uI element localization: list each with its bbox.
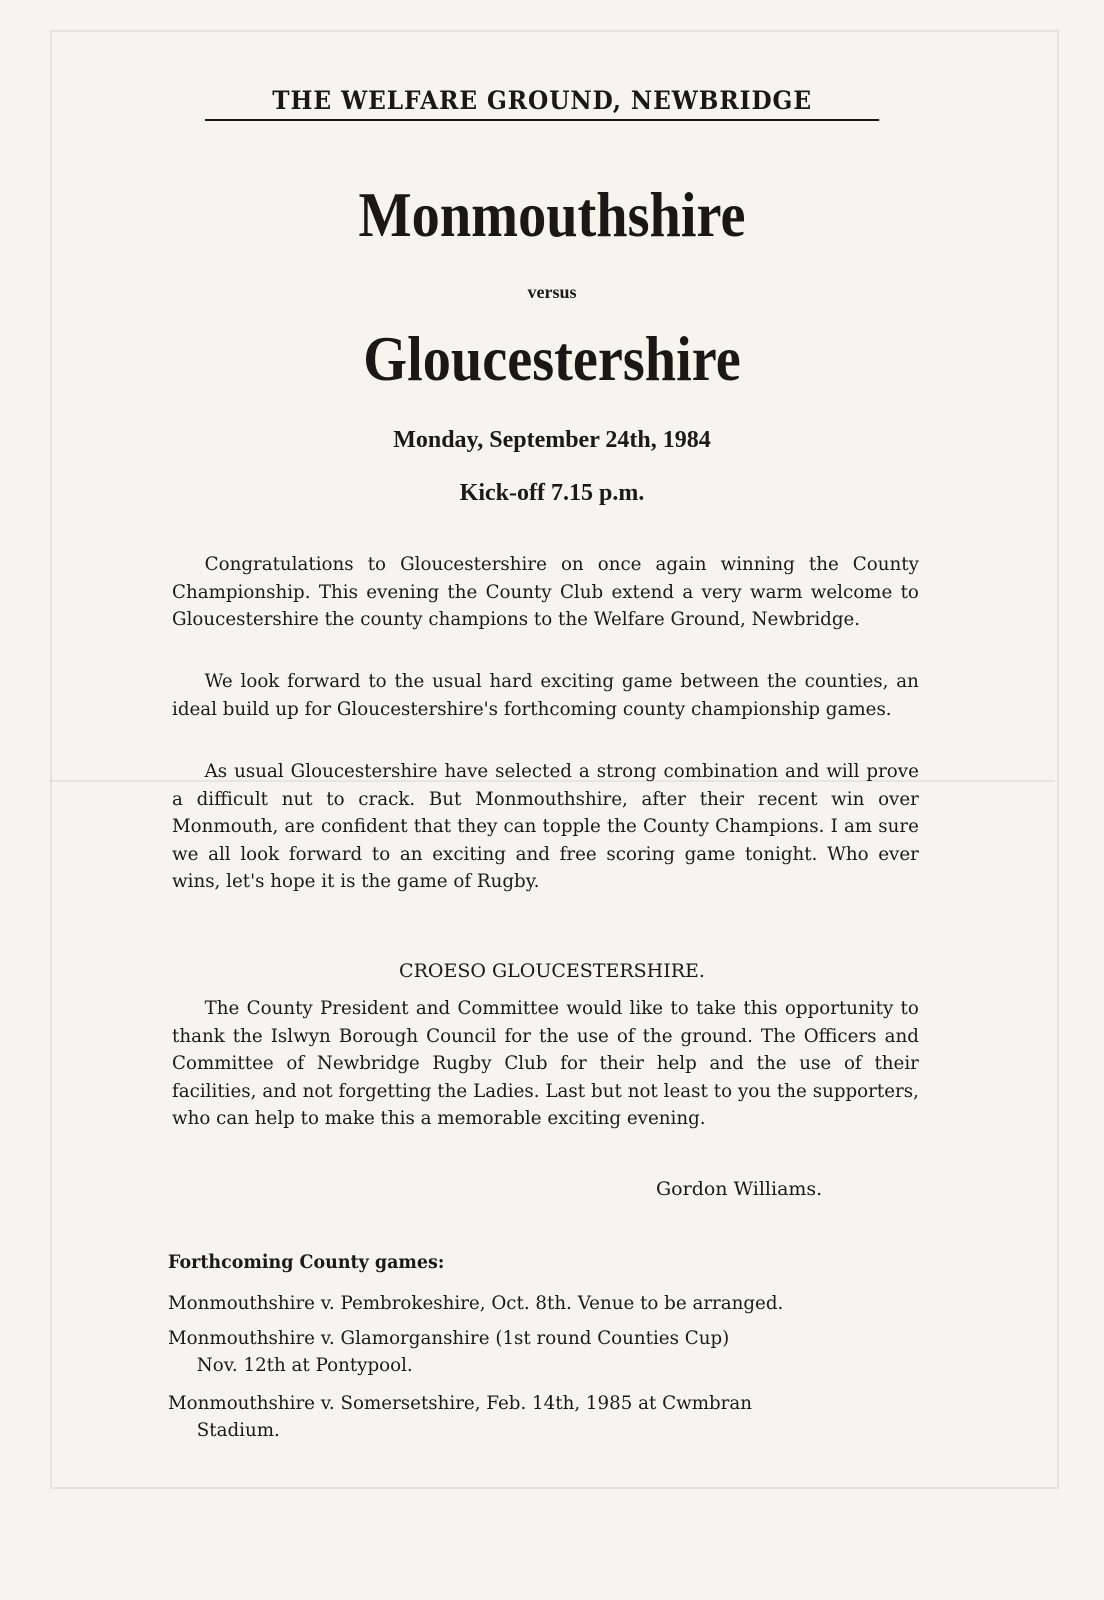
preview-paragraph: We look forward to the usual hard exciting game between the counties, an ideal build up for Gloucestershire's forthcoming county championship games.: [172, 670, 919, 720]
signature: Gordon Williams.: [656, 1178, 823, 1200]
welcome-paragraph: Congratulations to Gloucestershire on once again winning the County Championship. This evening the County Club extend a very warm welcome to Gloucestershire the county champions to the Welfare Ground, Newbridge.: [172, 553, 919, 630]
match-date: Monday, September 24th, 1984: [393, 427, 711, 453]
fixture-line-continued: Stadium.: [196, 1419, 280, 1441]
fixture-item: [168, 1325, 917, 1379]
prediction-paragraph: As usual Gloucestershire have selected a strong combination and will prove a difficult nut to crack. But Monmouthshire, after their recent win over Monmouth, are confident that they can topple the County Champions. I am sure we all look forward to an exciting and free scoring game tonight. Who ever wins, let's hope it is the game of Rugby.: [172, 760, 919, 892]
kickoff-time: Kick-off 7.15 p.m.: [459, 480, 645, 506]
home-team-title: Monmouthshire: [358, 179, 746, 250]
fixture-line: Monmouthshire v. Somersetshire, Feb. 14th, 1985 at Cwmbran: [168, 1392, 753, 1414]
away-team-title: Gloucestershire: [363, 323, 741, 394]
fixture-line: Monmouthshire v. Glamorganshire (1st round Counties Cup): [168, 1327, 730, 1349]
fixture-item: [168, 1290, 917, 1317]
versus-label: versus: [527, 282, 577, 302]
croeso-heading: CROESO GLOUCESTERSHIRE.: [399, 960, 705, 982]
venue-heading: THE WELFARE GROUND, NEWBRIDGE: [205, 86, 879, 121]
fixtures-heading: Forthcoming County games:: [168, 1251, 445, 1273]
fixture-line: Monmouthshire v. Pembrokeshire, Oct. 8th. Venue to be arranged.: [168, 1292, 784, 1314]
fixture-item: [168, 1390, 917, 1444]
thanks-paragraph: The County President and Committee would like to take this opportunity to thank the Islwyn Borough Council for the use of the ground. The Officers and Committee of Newbridge Rugby Club for their help and the use of their facilities, and not forgetting the Ladies. Last but not least to you the supporters, who can help to make this a memorable exciting evening.: [172, 997, 919, 1129]
fixture-line-continued: Nov. 12th at Pontypool.: [196, 1354, 413, 1376]
